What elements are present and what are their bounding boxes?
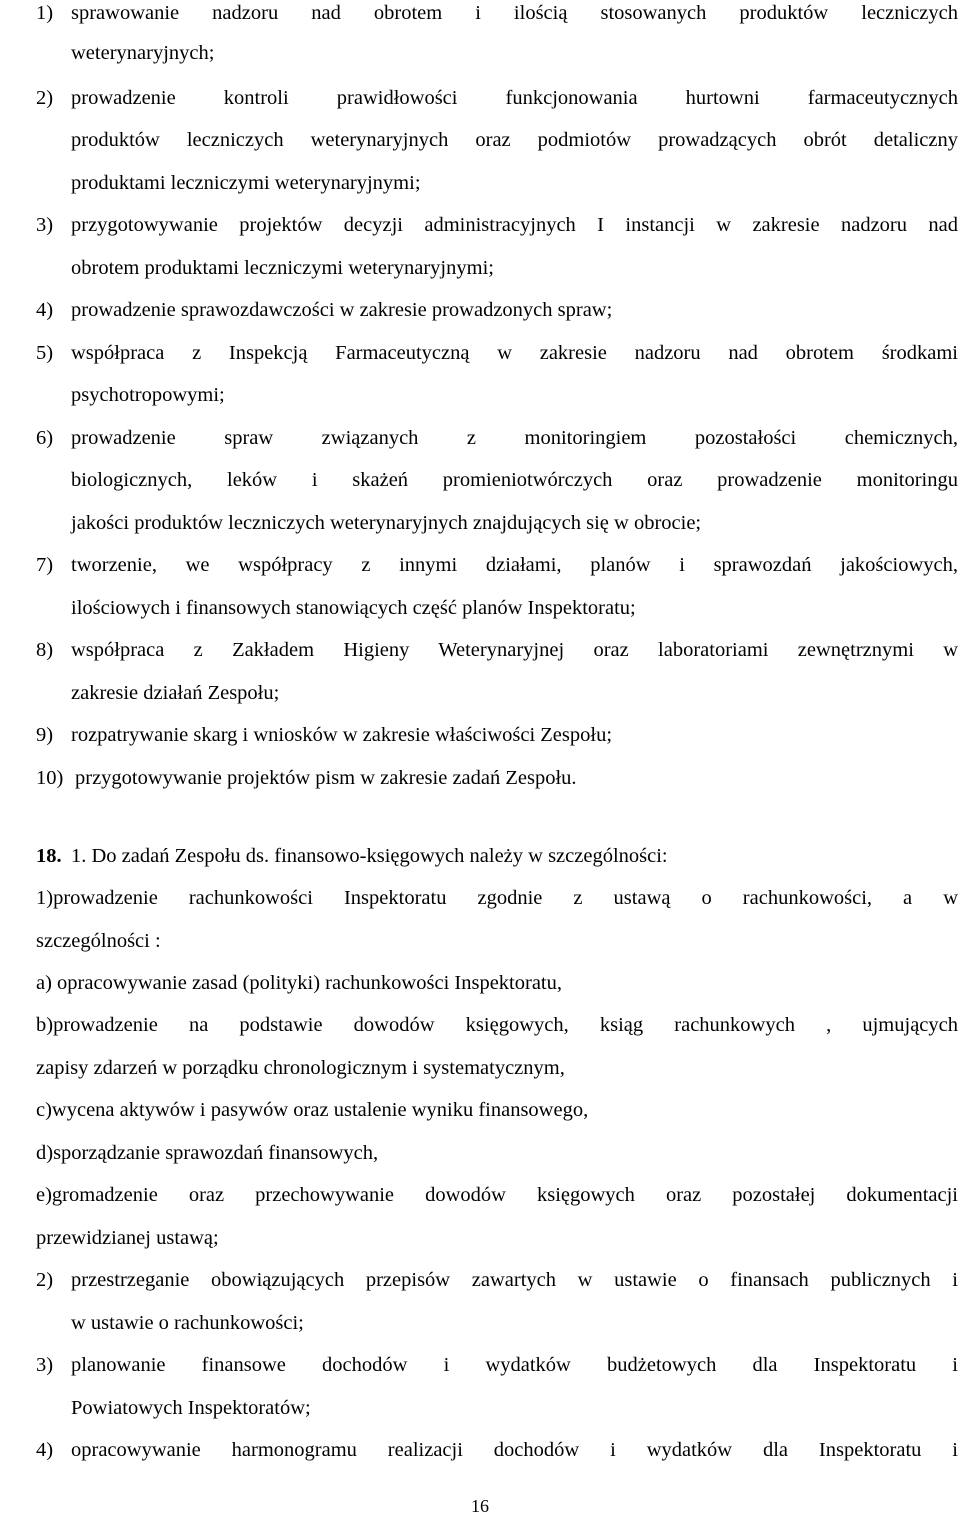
section-18-heading-text: 1. Do zadań Zespołu ds. finansowo-księgowych należy w szczególności: [71,845,668,867]
s18-point-3-text: planowanie finansowe dochodów i wydatków budżetowych dla Inspektoratu i [71,1354,958,1376]
page-number: 16 [471,1496,489,1516]
list-item-6-number: 6) [36,427,54,449]
list-item-2-text-cont-2: produktami leczniczymi weterynaryjnymi; [71,172,421,194]
list-item-3-number: 3) [36,214,54,236]
list-item-4-text: prowadzenie sprawozdawczości w zakresie prowadzonych spraw; [71,299,613,321]
list-item-8-text-cont: zakresie działań Zespołu; [71,682,280,704]
s18-point-3-text-cont: Powiatowych Inspektoratów; [71,1397,311,1419]
list-item-1-line-2 [0,40,960,66]
list-item-10-line-1 [0,765,960,791]
list-item-9-line-1 [0,722,960,748]
s18-point-2-line-1 [0,1267,960,1293]
list-item-2-line-1 [0,85,960,111]
s18-subpoint-b-text: b)prowadzenie na podstawie dowodów księgowych, ksiąg rachunkowych , ujmujących [36,1014,958,1036]
s18-point-4-text: opracowywanie harmonogramu realizacji dochodów i wydatków dla Inspektoratu i [71,1439,958,1461]
list-item-7-line-1 [0,552,960,578]
s18-subpoint-a-text: a) opracowywanie zasad (polityki) rachunkowości Inspektoratu, [36,972,562,994]
list-item-7-text: tworzenie, we współpracy z innymi działami, planów i sprawozdań jakościowych, [71,554,958,576]
s18-subpoint-b-line-1 [0,1012,960,1038]
section-18-heading [0,843,960,869]
list-item-3-text: przygotowywanie projektów decyzji administracyjnych I instancji w zakresie nadzoru nad [71,214,958,236]
list-item-3-line-1 [0,212,960,238]
s18-subpoint-e-line-1 [0,1182,960,1208]
list-item-1-number: 1) [36,2,54,24]
s18-point-3-number: 3) [36,1354,54,1376]
list-item-2-text: prowadzenie kontroli prawidłowości funkcjonowania hurtowni farmaceutycznych [71,87,958,109]
list-item-8-line-2 [0,680,960,706]
list-item-2-line-2 [0,127,960,153]
list-item-1-text-cont: weterynaryjnych; [71,42,215,64]
list-item-9-number: 9) [36,724,54,746]
list-item-5-number: 5) [36,342,54,364]
s18-point-3-line-2 [0,1395,960,1421]
list-item-1-text: sprawowanie nadzoru nad obrotem i ilością stosowanych produktów leczniczych [71,2,958,24]
list-item-9-text: rozpatrywanie skarg i wniosków w zakresie właściwości Zespołu; [71,724,613,746]
list-item-8-text: współpraca z Zakładem Higieny Weterynaryjnej oraz laboratoriami zewnętrznymi w [71,639,958,661]
list-item-10-number: 10) [36,767,64,789]
list-item-10-text: przygotowywanie projektów pism w zakresie zadań Zespołu. [75,767,577,789]
s18-subpoint-c [0,1097,960,1123]
section-18-number: 18. [36,845,62,867]
list-item-4-line-1 [0,297,960,323]
list-item-7-line-2 [0,595,960,621]
list-item-4-number: 4) [36,299,54,321]
s18-point-1-line-1 [0,885,960,911]
s18-subpoint-b-text-cont: zapisy zdarzeń w porządku chronologicznym i systematycznym, [36,1057,565,1079]
s18-point-4-number: 4) [36,1439,54,1461]
list-item-5-text-cont: psychotropowymi; [71,384,225,406]
list-item-2-text-cont: produktów leczniczych weterynaryjnych oraz podmiotów prowadzących obrót detaliczny [71,129,958,151]
s18-subpoint-e-line-2 [0,1225,960,1251]
s18-point-2-number: 2) [36,1269,54,1291]
list-item-1-line-1 [0,0,960,26]
list-item-6-text-cont-2: jakości produktów leczniczych weterynaryjnych znajdujących się w obrocie; [71,512,702,534]
s18-point-1-text: 1)prowadzenie rachunkowości Inspektoratu zgodnie z ustawą o rachunkowości, a w [36,887,958,909]
s18-point-1-text-cont: szczególności : [36,930,161,952]
list-item-2-number: 2) [36,87,54,109]
s18-point-3-line-1 [0,1352,960,1378]
s18-point-2-text-cont: w ustawie o rachunkowości; [71,1312,304,1334]
s18-point-2-text: przestrzeganie obowiązujących przepisów zawartych w ustawie o finansach publicznych i [71,1269,958,1291]
list-item-7-number: 7) [36,554,54,576]
s18-point-1-line-2 [0,928,960,954]
list-item-6-text: prowadzenie spraw związanych z monitoringiem pozostałości chemicznych, [71,427,958,449]
list-item-6-line-2 [0,467,960,493]
list-item-6-text-cont: biologicznych, leków i skażeń promieniotwórczych oraz prowadzenie monitoringu [71,469,958,491]
s18-point-4-line-1 [0,1437,960,1463]
s18-subpoint-b-line-2 [0,1055,960,1081]
s18-point-2-line-2 [0,1310,960,1336]
list-item-6-line-1 [0,425,960,451]
list-item-8-line-1 [0,637,960,663]
list-item-5-text: współpraca z Inspekcją Farmaceutyczną w zakresie nadzoru nad obrotem środkami [71,342,958,364]
s18-subpoint-e-text: e)gromadzenie oraz przechowywanie dowodów księgowych oraz pozostałej dokumentacji [36,1184,958,1206]
s18-subpoint-e-text-cont: przewidzianej ustawą; [36,1227,219,1249]
list-item-2-line-3 [0,170,960,196]
list-item-7-text-cont: ilościowych i finansowych stanowiących część planów Inspektoratu; [71,597,636,619]
list-item-5-line-2 [0,382,960,408]
s18-subpoint-d-text: d)sporządzanie sprawozdań finansowych, [36,1142,379,1164]
list-item-3-line-2 [0,255,960,281]
list-item-8-number: 8) [36,639,54,661]
s18-subpoint-c-text: c)wycena aktywów i pasywów oraz ustalenie wyniku finansowego, [36,1099,589,1121]
list-item-6-line-3 [0,510,960,536]
list-item-5-line-1 [0,340,960,366]
s18-subpoint-a [0,970,960,996]
list-item-3-text-cont: obrotem produktami leczniczymi weterynaryjnymi; [71,257,494,279]
s18-subpoint-d [0,1140,960,1166]
